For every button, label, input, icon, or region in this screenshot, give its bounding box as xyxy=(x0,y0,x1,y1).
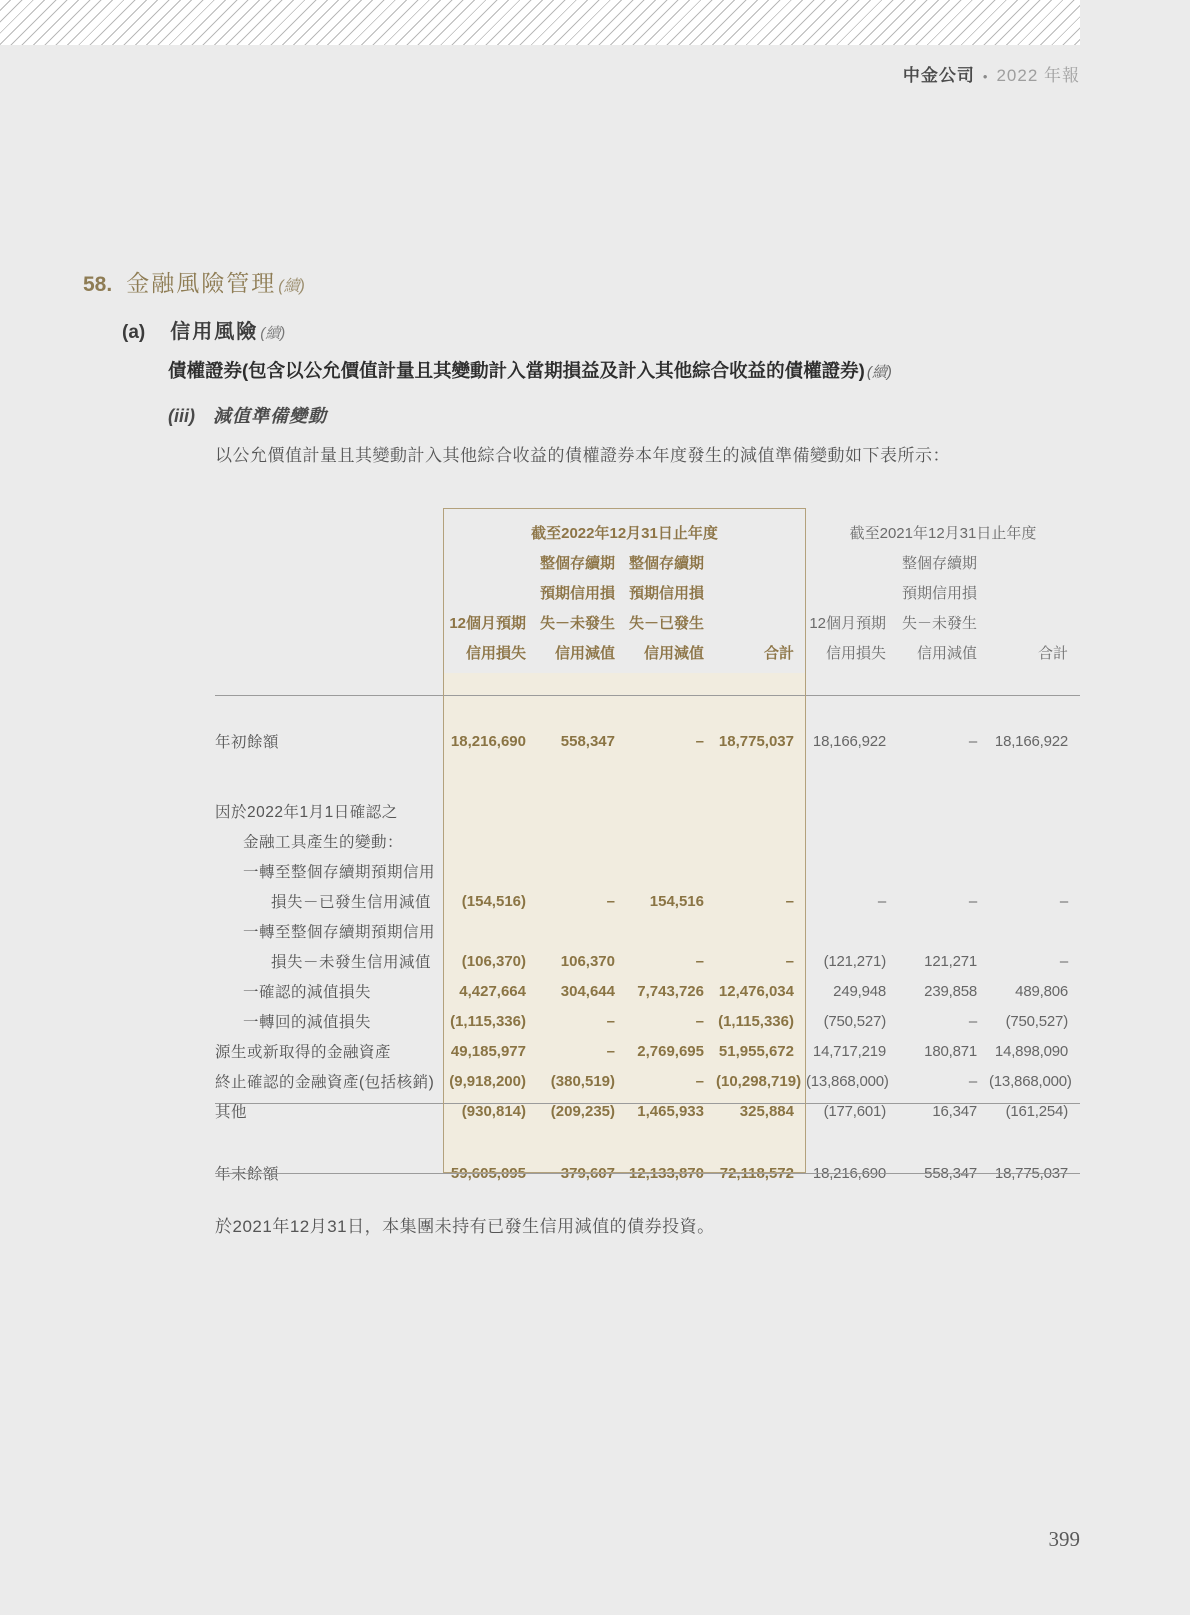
header-cell: 信用損失 xyxy=(465,644,526,662)
intro-paragraph: 以公允價值計量且其變動計入其他綜合收益的債權證券本年度發生的減值準備變動如下表所示： xyxy=(215,446,950,465)
value-cell: (154,516) xyxy=(461,892,526,910)
value-cell: – xyxy=(695,1072,704,1090)
value-cell: 379,607 xyxy=(560,1164,615,1182)
value-cell: 1,465,933 xyxy=(637,1102,704,1120)
value-cell: 18,216,690 xyxy=(450,732,526,750)
header-cell: 整個存續期 xyxy=(628,554,704,572)
item-heading xyxy=(168,402,327,428)
value-cell: – xyxy=(877,892,886,910)
report-year: 2022 年報 xyxy=(996,66,1080,85)
subtotal-separator-line xyxy=(215,1103,1080,1104)
value-cell: – xyxy=(695,732,704,750)
value-cell: 72,118,572 xyxy=(719,1164,794,1182)
header-row xyxy=(215,517,1080,547)
subsection-continued-marker: (續) xyxy=(260,325,286,342)
value-cell: 18,775,037 xyxy=(994,1164,1068,1182)
header-cell: 失－未發生 xyxy=(539,614,615,632)
impairment-table xyxy=(215,493,1080,1193)
value-cell: 51,955,672 xyxy=(718,1042,794,1060)
value-cell: 489,806 xyxy=(1015,982,1068,1000)
value-cell: (161,254) xyxy=(1005,1102,1068,1120)
header-cell: 失－未發生 xyxy=(901,614,977,632)
company-name: 中金公司 xyxy=(902,66,975,85)
value-cell: 558,347 xyxy=(924,1164,977,1182)
table-row xyxy=(215,916,1080,946)
header-cell: 信用減值 xyxy=(643,644,704,662)
row-label: 一轉至整個存續期預期信用 xyxy=(243,924,436,941)
value-cell: – xyxy=(968,732,977,750)
table-row xyxy=(215,1006,1080,1036)
value-cell: 4,427,664 xyxy=(459,982,526,1000)
header-cell: 預期信用損 xyxy=(901,584,977,602)
value-cell: 12,133,870 xyxy=(628,1164,704,1182)
table-row xyxy=(215,826,1080,856)
value-cell: (13,868,000) xyxy=(806,1072,889,1090)
table-row xyxy=(215,946,1080,976)
value-cell: 121,271 xyxy=(924,952,977,970)
bond-securities-heading xyxy=(168,357,892,383)
decorative-hatch-band xyxy=(0,0,1080,45)
item-title: 減值準備變動 xyxy=(213,406,327,426)
value-cell: (750,527) xyxy=(1005,1012,1068,1030)
value-cell: 14,717,219 xyxy=(812,1042,886,1060)
table-row xyxy=(215,886,1080,916)
header-cell: 合計 xyxy=(763,644,794,662)
table-row xyxy=(215,1036,1080,1066)
row-label: 一轉回的減值損失 xyxy=(243,1014,372,1031)
value-cell: – xyxy=(968,1072,977,1090)
value-cell: 2,769,695 xyxy=(637,1042,704,1060)
value-cell: 18,166,922 xyxy=(812,732,886,750)
row-label: 因於2022年1月1日確認之 xyxy=(215,804,398,821)
header-cell: 12個月預期 xyxy=(809,614,886,632)
table-row xyxy=(215,796,1080,826)
value-cell: (121,271) xyxy=(823,952,886,970)
header-cell: 預期信用損 xyxy=(539,584,615,602)
header-row xyxy=(215,547,1080,577)
header-cell: 預期信用損 xyxy=(628,584,704,602)
value-cell: – xyxy=(785,892,794,910)
header-cell: 合計 xyxy=(1037,644,1068,662)
value-cell: 16,347 xyxy=(932,1102,977,1120)
value-cell: – xyxy=(968,892,977,910)
item-number: (iii) xyxy=(168,406,195,426)
bullet-separator: • xyxy=(982,69,989,84)
header-cell: 信用損失 xyxy=(825,644,886,662)
value-cell: – xyxy=(785,952,794,970)
header-row xyxy=(215,607,1080,637)
value-cell: (209,235) xyxy=(550,1102,615,1120)
row-label: 年初餘額 xyxy=(215,734,280,751)
value-cell: (750,527) xyxy=(823,1012,886,1030)
value-cell: (930,814) xyxy=(461,1102,526,1120)
header-cell: 信用減值 xyxy=(916,644,977,662)
value-cell: (9,918,200) xyxy=(449,1072,526,1090)
table-body xyxy=(215,726,1080,1188)
value-cell: – xyxy=(606,1042,615,1060)
table-row xyxy=(215,1096,1080,1126)
value-cell: 239,858 xyxy=(924,982,977,1000)
value-cell: 12,476,034 xyxy=(718,982,794,1000)
value-cell: – xyxy=(1059,892,1068,910)
value-cell: (177,601) xyxy=(823,1102,886,1120)
table-row xyxy=(215,726,1080,756)
value-cell: – xyxy=(695,1012,704,1030)
bond-heading-text: 債權證券(包含以公允價值計量且其變動計入當期損益及計入其他綜合收益的債權證券) xyxy=(168,360,865,381)
value-cell: (1,115,336) xyxy=(450,1012,526,1030)
value-cell: 325,884 xyxy=(739,1102,794,1120)
year-2021-group-header: 截至2021年12月31日止年度 xyxy=(849,524,1037,542)
header-cell: 整個存續期 xyxy=(539,554,615,572)
section-heading xyxy=(83,265,305,298)
value-cell: 154,516 xyxy=(649,892,704,910)
header-cell: 信用減值 xyxy=(554,644,615,662)
row-label: 年末餘額 xyxy=(215,1166,280,1183)
value-cell: 180,871 xyxy=(924,1042,977,1060)
row-label: 一確認的減值損失 xyxy=(243,984,372,1001)
value-cell: 249,948 xyxy=(833,982,886,1000)
subsection-title: 信用風險 xyxy=(170,321,259,343)
row-label: 損失－已發生信用減值 xyxy=(271,894,432,911)
row-label: 金融工具產生的變動： xyxy=(243,834,404,851)
value-cell: (380,519) xyxy=(550,1072,615,1090)
table-row xyxy=(215,856,1080,886)
header-cell: 12個月預期 xyxy=(449,614,526,632)
subsection-letter: (a) xyxy=(122,322,146,343)
value-cell: 7,743,726 xyxy=(637,982,704,1000)
value-cell: (10,298,719) xyxy=(716,1072,802,1090)
bond-continued-marker: (續) xyxy=(866,364,892,381)
value-cell: 14,898,090 xyxy=(994,1042,1068,1060)
row-label: 其他 xyxy=(215,1104,248,1121)
value-cell: 304,644 xyxy=(560,982,615,1000)
section-continued-marker: (續) xyxy=(278,278,305,295)
value-cell: (13,868,000) xyxy=(989,1072,1072,1090)
row-label: 一轉至整個存續期預期信用 xyxy=(243,864,436,881)
header-row xyxy=(215,637,1080,667)
section-number: 58. xyxy=(83,273,113,296)
value-cell: – xyxy=(695,952,704,970)
section-title: 金融風險管理 xyxy=(126,270,277,296)
value-cell: – xyxy=(606,892,615,910)
value-cell: 18,216,690 xyxy=(812,1164,886,1182)
year-2022-group-header: 截至2022年12月31日止年度 xyxy=(531,524,718,542)
row-label: 源生或新取得的金融資產 xyxy=(215,1044,392,1061)
value-cell: (1,115,336) xyxy=(718,1012,794,1030)
value-cell: – xyxy=(1059,952,1068,970)
header-cell: 整個存續期 xyxy=(901,554,977,572)
value-cell: – xyxy=(606,1012,615,1030)
value-cell: 59,605,095 xyxy=(450,1164,526,1182)
value-cell: 558,347 xyxy=(560,732,615,750)
row-label: 終止確認的金融資產(包括核銷) xyxy=(215,1074,435,1091)
row-label: 損失－未發生信用減值 xyxy=(271,954,432,971)
value-cell: 49,185,977 xyxy=(450,1042,526,1060)
value-cell: 106,370 xyxy=(560,952,615,970)
value-cell: 18,166,922 xyxy=(994,732,1068,750)
running-head xyxy=(903,61,1080,86)
header-row xyxy=(215,577,1080,607)
page-number: 399 xyxy=(1048,1527,1080,1551)
header-cell: 失－已發生 xyxy=(628,614,704,632)
subsection-heading xyxy=(122,315,285,344)
table-header xyxy=(215,517,1080,696)
table-bottom-line xyxy=(215,1173,1080,1174)
footnote: 於2021年12月31日，本集團未持有已發生信用減值的債券投資。 xyxy=(215,1217,715,1236)
value-cell: 18,775,037 xyxy=(718,732,794,750)
table-row xyxy=(215,976,1080,1006)
value-cell: (106,370) xyxy=(461,952,526,970)
value-cell: – xyxy=(968,1012,977,1030)
table-row xyxy=(215,1066,1080,1096)
